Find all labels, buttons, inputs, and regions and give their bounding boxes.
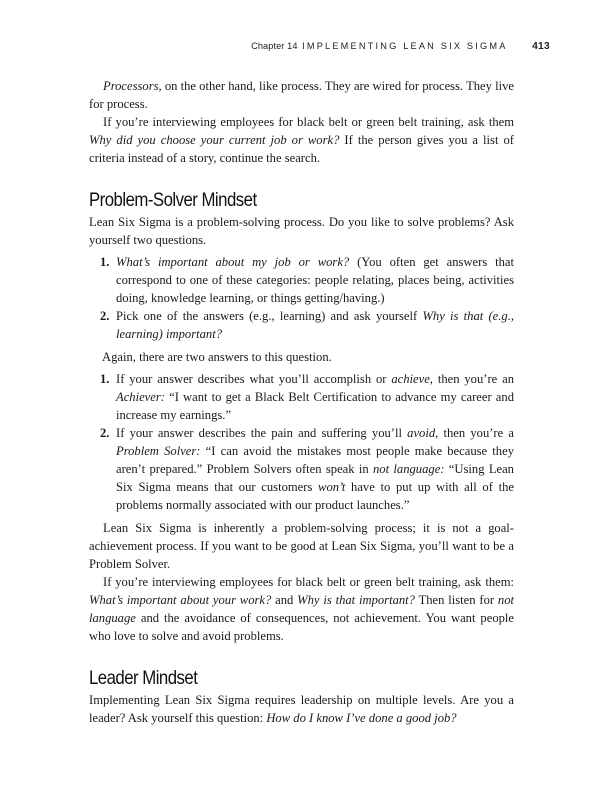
answers-lead: Again, there are two answers to this question. <box>102 350 332 364</box>
question-list <box>89 253 514 343</box>
problem-solver-intro: Lean Six Sigma is a problem-solving process. Do you like to solve problems? Ask yourself two questions. <box>89 215 514 247</box>
chapter-title: IMPLEMENTING LEAN SIX SIGMA <box>302 41 508 51</box>
leader-paragraph-1: Implementing Lean Six Sigma requires leadership on multiple levels. Are you a leader? Ask yourself this question: How do I know I’ve done a good job? <box>89 693 514 725</box>
page-number: 413 <box>532 41 550 52</box>
intro-paragraph-1: Processors, on the other hand, like process. They are wired for process. They live for process. <box>89 79 514 111</box>
problem-solver-paragraph-3: If you’re interviewing employees for black belt or green belt training, ask them: What’s important about your work? and Why is that important? Then listen for not language and the avoidance of consequences, not achievement. You want people who love to solve and avoid problems. <box>89 575 514 643</box>
list-item: 2. If your answer describes the pain and suffering you’ll avoid, then you’re a Problem Solver: “I can avoid the mistakes most people make because they aren’t prepared.” Problem Solvers often speak in not language: “Using Lean Six Sigma means that our customers won’t have to put up with all of the problems normally associated with our product launches.” <box>100 426 514 512</box>
list-item: 2. Pick one of the answers (e.g., learning) and ask yourself Why is that (e.g., learning) important? <box>100 309 514 341</box>
running-head <box>251 41 550 52</box>
intro-paragraph-2: If you’re interviewing employees for black belt or green belt training, ask them Why did you choose your current job or work? If the person gives you a list of criteria instead of a story, continue the search. <box>89 115 514 165</box>
problem-solver-paragraph-2: Lean Six Sigma is inherently a problem-solving process; it is not a goal-achievement process. If you want to be good at Lean Six Sigma, you’ll want to be a Problem Solver. <box>89 521 514 571</box>
section-heading-problem-solver: Problem-Solver Mindset <box>89 189 257 211</box>
section-heading-leader: Leader Mindset <box>89 667 198 689</box>
chapter-label: Chapter 14 <box>251 41 298 51</box>
list-item: 1. If your answer describes what you’ll accomplish or achieve, then you’re an Achiever: “I want to get a Black Belt Certification to advance my career and increase my earnings.” <box>100 372 514 422</box>
body-text <box>89 77 514 727</box>
answer-list <box>89 370 514 514</box>
list-item: 1. What’s important about my job or work? (You often get answers that correspond to one of these categories: people relating, places being, activities doing, knowledge learning, or things getting/having.) <box>100 255 514 305</box>
